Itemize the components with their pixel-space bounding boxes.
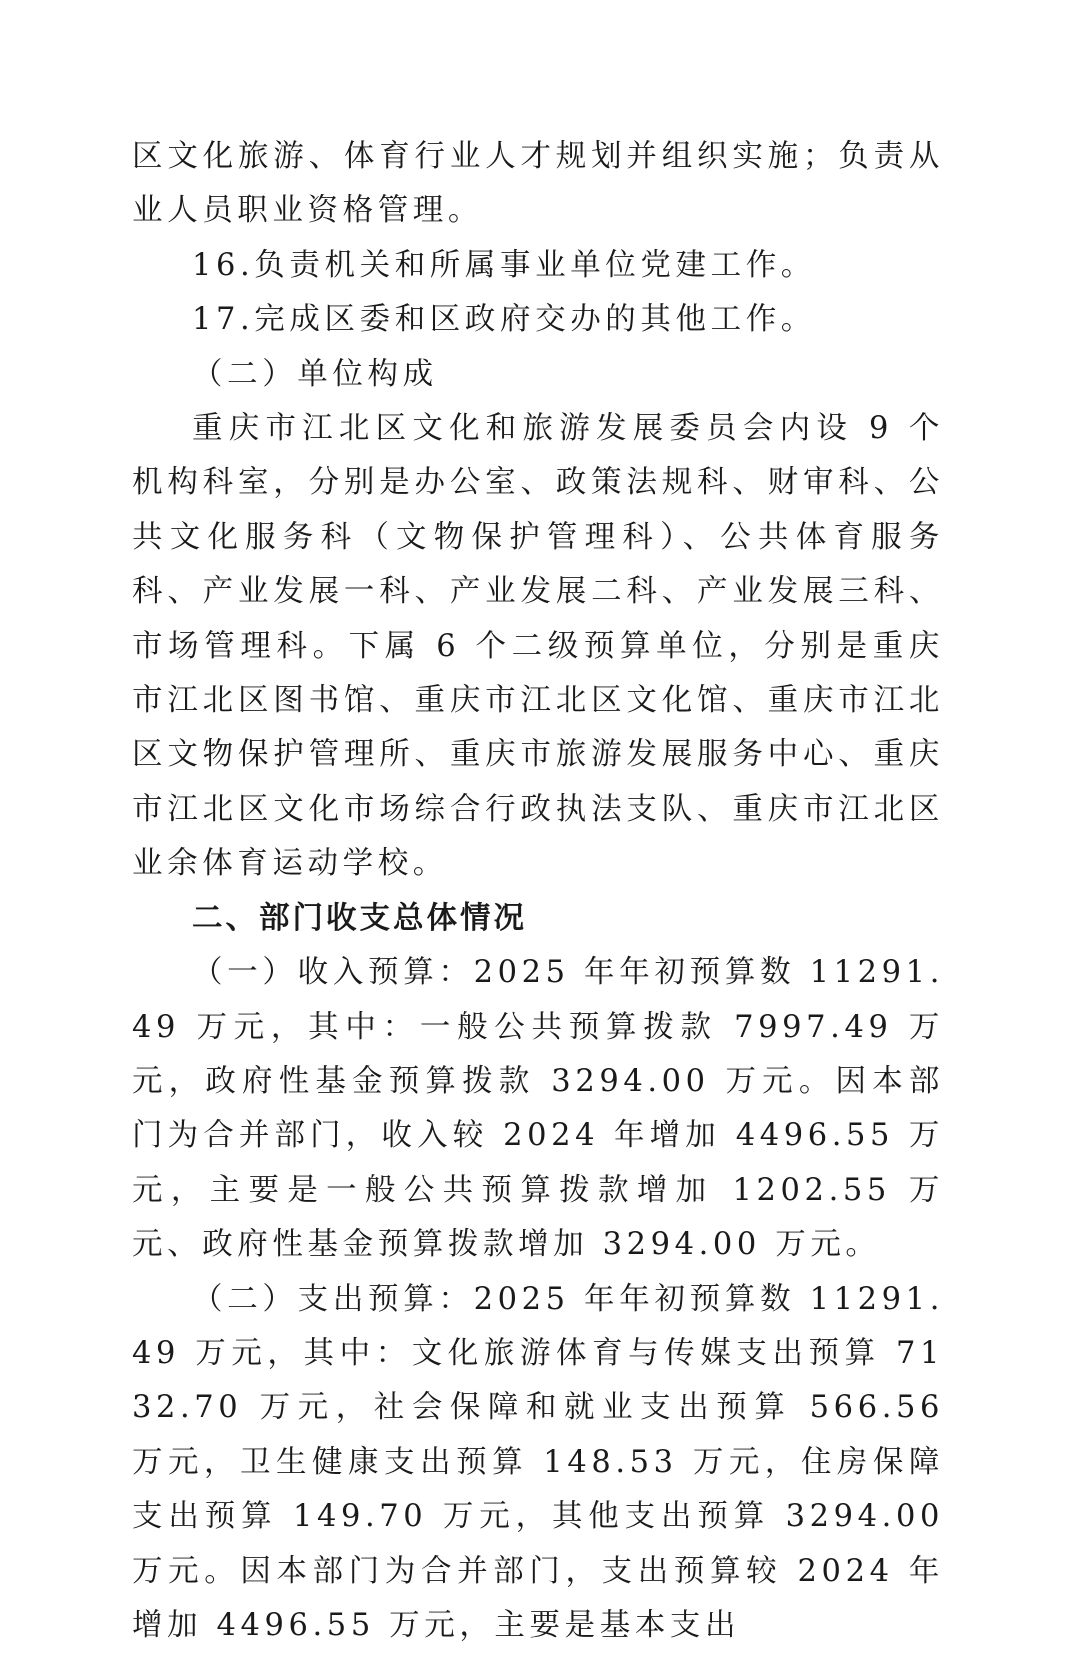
paragraph-expenditure-budget: （二）支出预算：2025 年年初预算数 11291.49 万元，其中：文化旅游体育与传媒支出预算 7132.70 万元，社会保障和就业支出预算 566.56 万元，卫生健康支出预算 148.53 万元，住房保障支出预算 149.70 万元，其他支出预算 3294.00 万元。因本部门为合并部门，支出预算较 2024 年增加 4496.55 万元，主要是基本支出 xyxy=(132,1281,944,1643)
paragraph-duty-16: 16.负责机关和所属事业单位党建工作。 xyxy=(192,247,816,283)
paragraph-unit-composition: 重庆市江北区文化和旅游发展委员会内设 9 个机构科室，分别是办公室、政策法规科、财审科、公共文化服务科（文物保护管理科）、公共体育服务科、产业发展一科、产业发展二科、产业发展三科、市场管理科。下属 6 个二级预算单位，分别是重庆市江北区图书馆、重庆市江北区文化馆、重庆市江北区文物保护管理所、重庆市旅游发展服务中心、重庆市江北区文化市场综合行政执法支队、重庆市江北区业余体育运动学校。 xyxy=(132,411,944,882)
heading-budget-overview: 二、部门收支总体情况 xyxy=(192,900,527,936)
document-page xyxy=(132,130,944,1653)
section-title-unit-composition: （二）单位构成 xyxy=(192,356,438,392)
paragraph-income-budget: （一）收入预算：2025 年年初预算数 11291.49 万元，其中：一般公共预算拨款 7997.49 万元，政府性基金预算拨款 3294.00 万元。因本部门为合并部门，收入较 2024 年增加 4496.55 万元，主要是一般公共预算拨款增加 1202.55 万元、政府性基金预算拨款增加 3294.00 万元。 xyxy=(132,955,944,1263)
paragraph-duty-15-continued: 区文化旅游、体育行业人才规划并组织实施；负责从业人员职业资格管理。 xyxy=(132,139,944,229)
paragraph-duty-17: 17.完成区委和区政府交办的其他工作。 xyxy=(192,302,816,338)
